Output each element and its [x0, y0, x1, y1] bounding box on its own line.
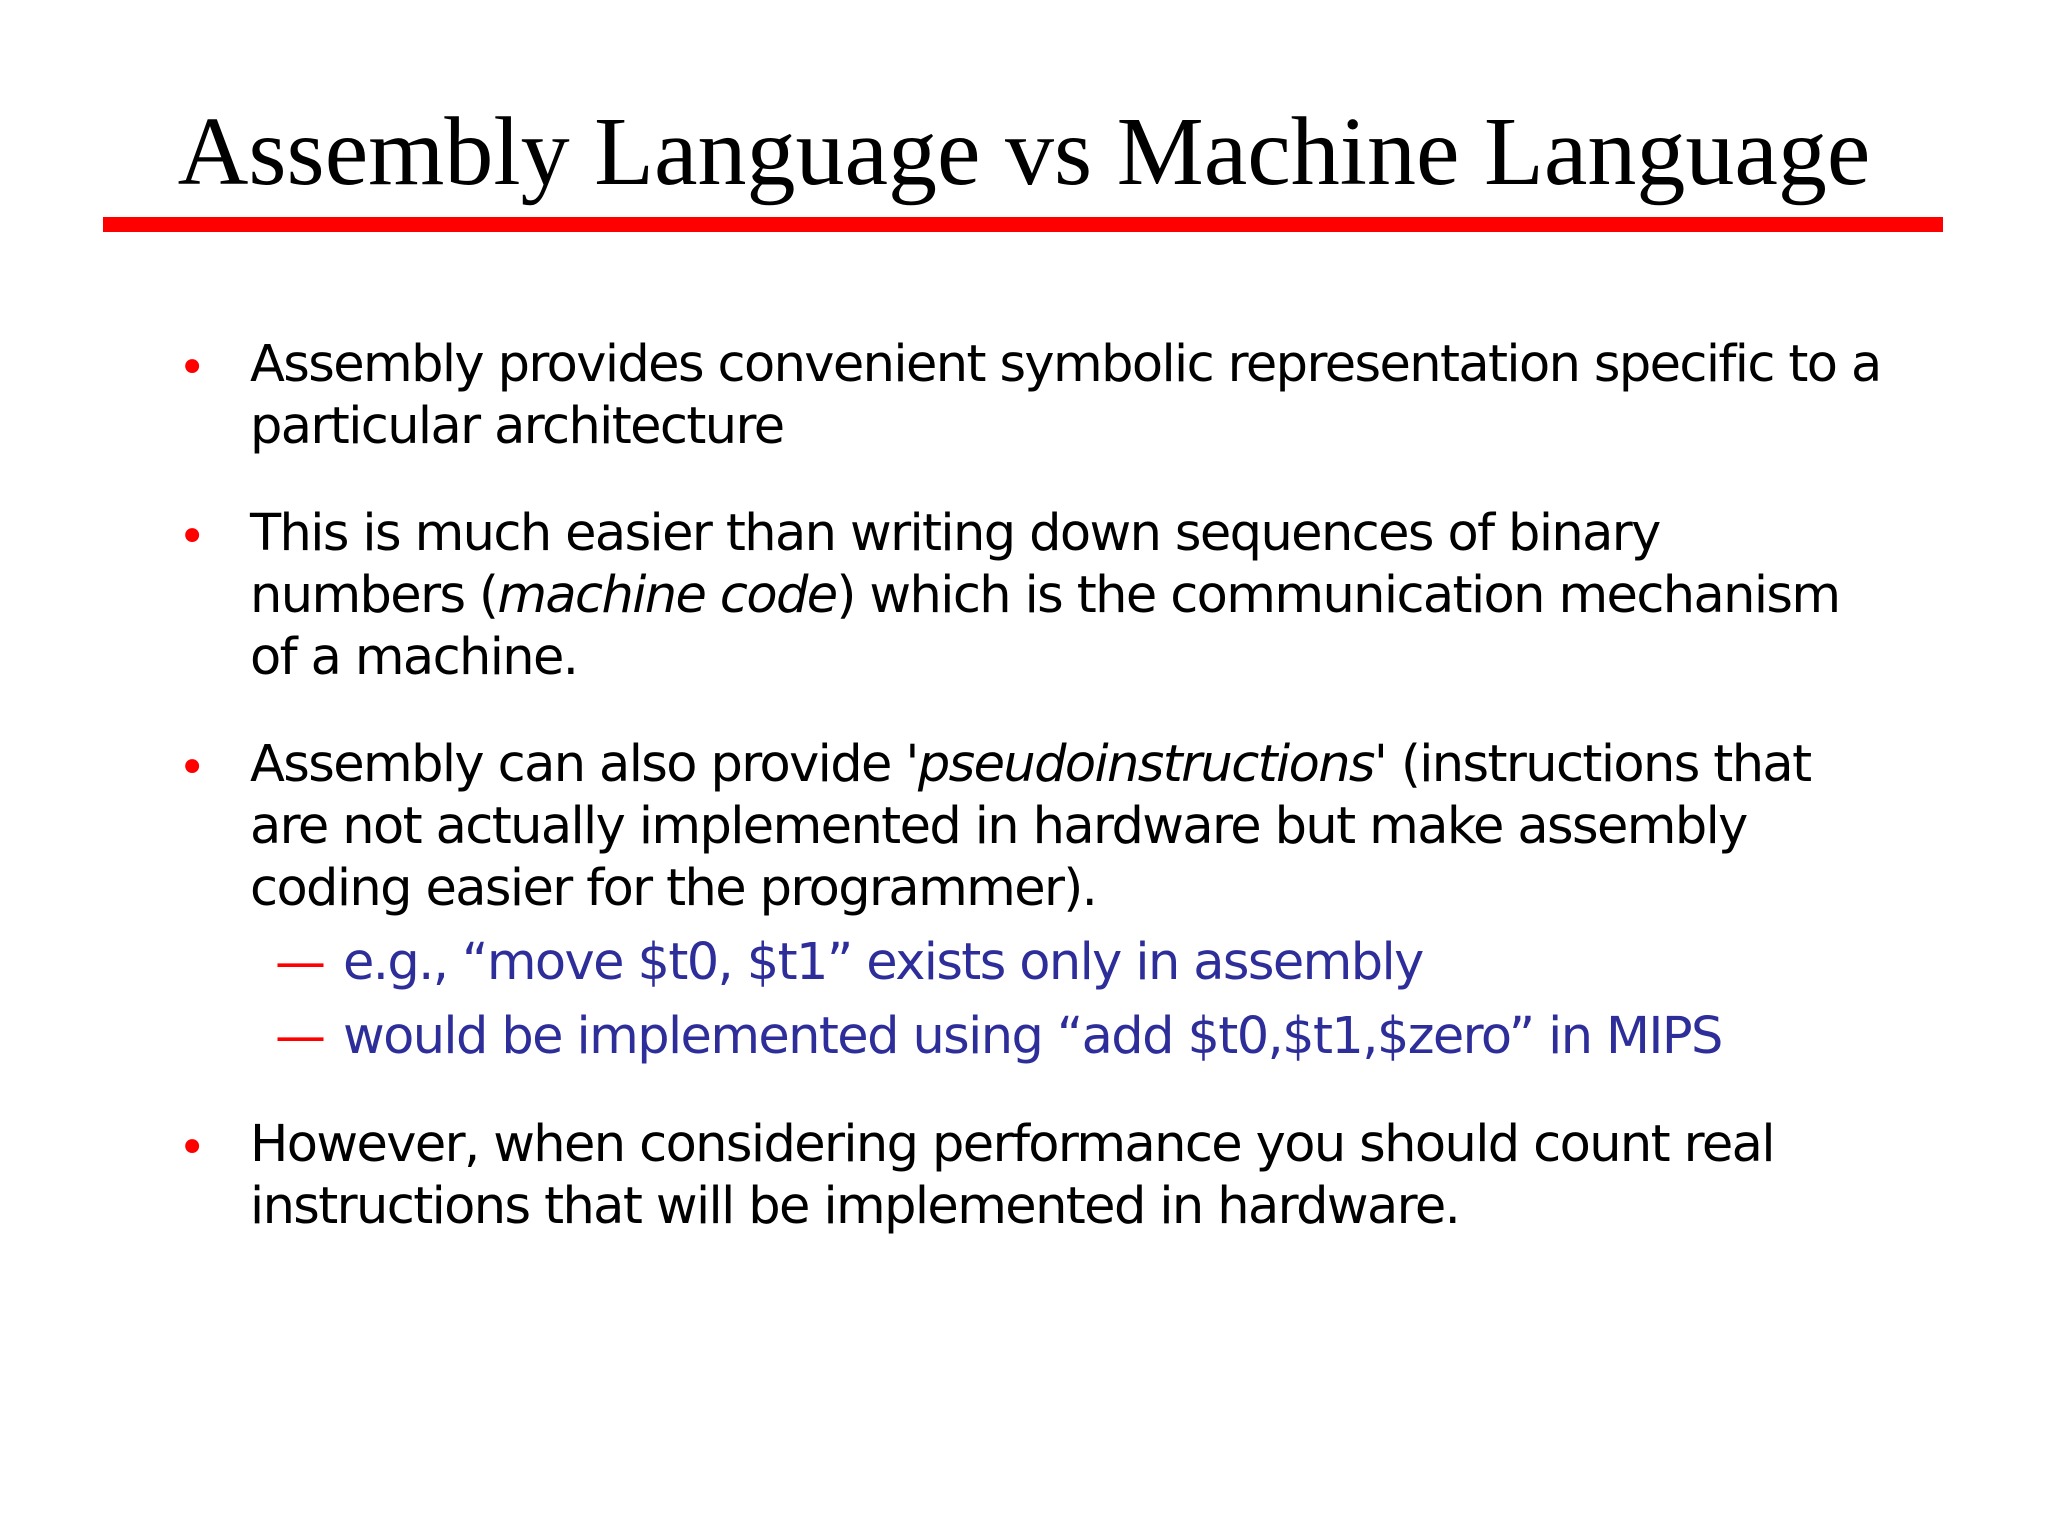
bullet-icon: • [178, 340, 207, 396]
bullet-4-line-2: instructions that will be implemented in hardware. [250, 1177, 1460, 1236]
sub-item-2 [275, 1006, 1975, 1068]
dash-icon: — [275, 933, 326, 992]
dash-icon: — [275, 1007, 326, 1066]
bullet-3-line-2: are not actually implemented in hardware but make assembly [250, 797, 1747, 856]
bullet-2-line-3: of a machine. [250, 628, 578, 687]
bullet-1-line-1: Assembly provides convenient symbolic representation specific to a [250, 335, 1881, 394]
pseudoinstructions-emphasis: 'pseudoinstructions [905, 735, 1374, 794]
machine-code-emphasis: machine code [497, 566, 837, 625]
bullet-2-line-2-post: ) which is the communication mechanism [836, 566, 1840, 625]
slide-title: Assembly Language vs Machine Language [177, 98, 1871, 206]
sub-item-1-text: e.g., “move $t0, $t1” exists only in assembly [343, 933, 1423, 992]
sub-item-2-text: would be implemented using “add $t0,$t1,$zero” in MIPS [343, 1007, 1722, 1066]
bullet-2-line-1: This is much easier than writing down sequences of binary [250, 504, 1660, 563]
bullet-item-1 [250, 334, 1970, 458]
bullet-icon: • [178, 509, 207, 565]
bullet-1-line-2: particular architecture [250, 397, 784, 456]
bullet-item-3 [250, 734, 1970, 920]
bullet-2-line-2-pre: numbers ( [250, 566, 498, 625]
bullet-icon: • [178, 740, 207, 796]
bullet-icon: • [178, 1120, 207, 1176]
bullet-3-line-3: coding easier for the programmer). [250, 859, 1097, 918]
bullet-item-2 [250, 503, 1970, 689]
bullet-2-line-2 [250, 565, 1970, 627]
bullet-4-line-1: However, when considering performance you should count real [250, 1115, 1774, 1174]
sub-item-1 [275, 932, 1975, 994]
bullet-item-4 [250, 1114, 1970, 1238]
bullet-3-line-1 [250, 734, 1970, 796]
bullet-3-line-1-post: ' (instructions that [1373, 735, 1811, 794]
bullet-3-line-1-pre: Assembly can also provide [250, 735, 906, 794]
